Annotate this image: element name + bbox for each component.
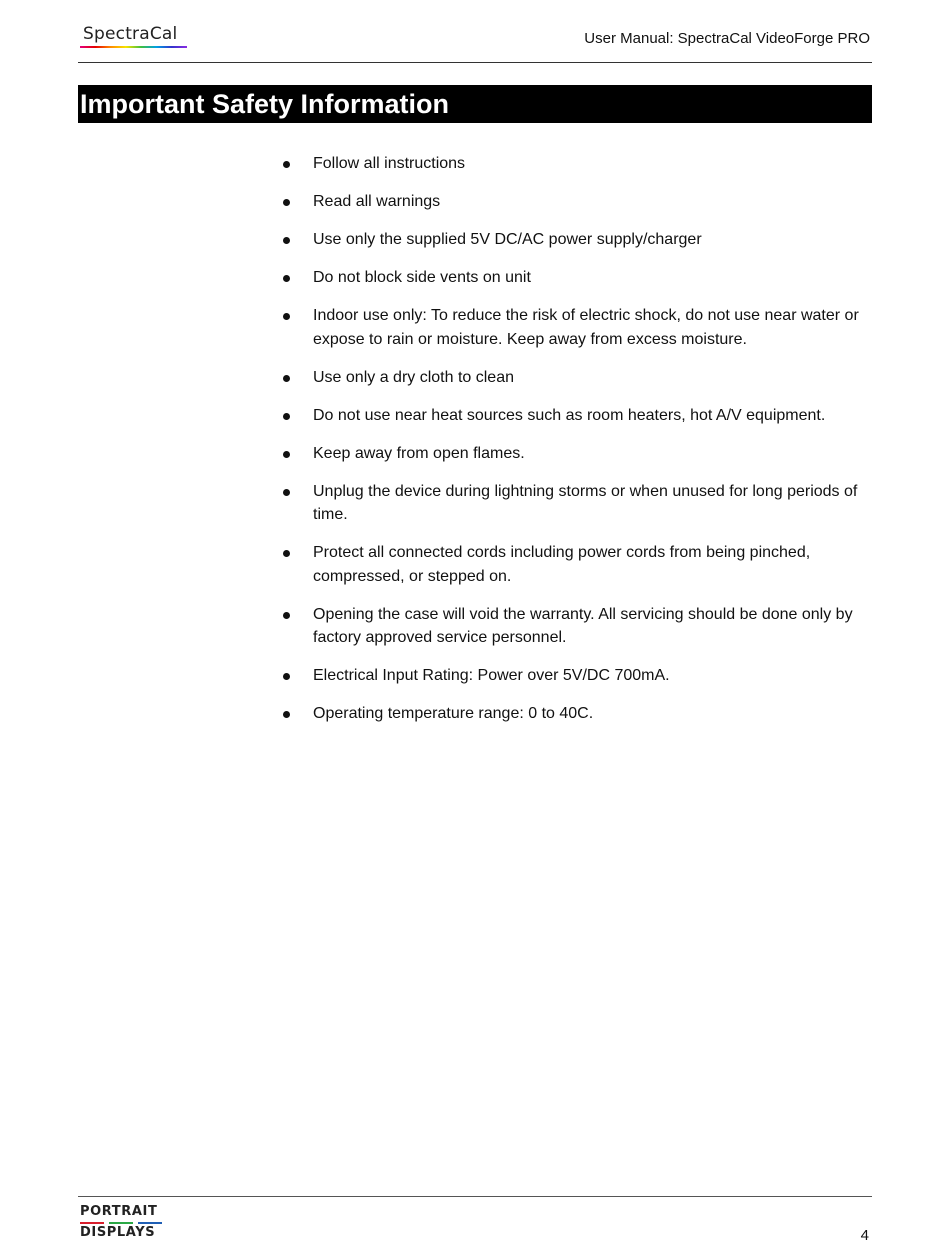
list-item-text: Operating temperature range: 0 to 40C.	[313, 705, 594, 722]
spectracal-logo	[80, 24, 190, 50]
list-item	[283, 304, 875, 351]
footer-divider	[78, 1196, 872, 1197]
section-heading: Important Safety Information	[80, 89, 450, 119]
bullet-icon	[283, 451, 290, 458]
section-banner	[78, 85, 872, 123]
list-item	[283, 152, 875, 176]
list-item-text: Use only the supplied 5V DC/AC power supply/charger	[313, 231, 702, 248]
list-item-text: Follow all instructions	[313, 155, 466, 172]
list-item-text: Read all warnings	[313, 193, 441, 210]
list-item	[283, 228, 875, 252]
page-number: 4	[860, 1227, 869, 1244]
list-item-text: Indoor use only: To reduce the risk of electric shock, do not use near water or expose to rain or moisture. Keep away from excess moisture.	[313, 307, 859, 348]
bullet-icon	[283, 237, 290, 244]
bullet-icon	[283, 612, 290, 619]
logo-stripe-blue	[138, 1222, 162, 1224]
list-item	[283, 266, 875, 290]
safety-instructions-list	[283, 152, 875, 740]
list-item	[283, 541, 875, 588]
bullet-icon	[283, 489, 290, 496]
list-item-text: Electrical Input Rating: Power over 5V/DC 700mA.	[313, 667, 670, 684]
bullet-icon	[283, 413, 290, 420]
bullet-icon	[283, 161, 290, 168]
running-header-title: User Manual: SpectraCal VideoForge PRO	[584, 30, 870, 47]
list-item-text: Keep away from open flames.	[313, 444, 525, 462]
bullet-icon	[283, 275, 290, 282]
list-item	[283, 702, 875, 726]
portrait-displays-logo	[80, 1205, 170, 1243]
portrait-displays-logo-line1: PORTRAIT	[80, 1204, 158, 1219]
list-item-text: Use only a dry cloth to clean	[313, 368, 514, 386]
spectracal-logo-text: SpectraCal	[83, 24, 178, 44]
list-item	[283, 664, 875, 688]
logo-stripe-green	[109, 1222, 133, 1224]
bullet-icon	[283, 375, 290, 382]
header-divider	[78, 62, 872, 63]
portrait-displays-logo-stripes	[80, 1222, 170, 1224]
logo-stripe-red	[80, 1222, 104, 1224]
list-item-text: Opening the case will void the warranty. All servicing should be done only by factory approved service personnel.	[313, 605, 853, 646]
bullet-icon	[283, 550, 290, 557]
bullet-icon	[283, 313, 290, 320]
list-item	[283, 442, 875, 466]
list-item	[283, 480, 875, 527]
list-item	[283, 603, 875, 650]
spectracal-logo-rainbow-bar	[80, 46, 187, 48]
list-item	[283, 190, 875, 214]
portrait-displays-logo-line2: DISPLAYS	[80, 1225, 156, 1240]
bullet-icon	[283, 711, 290, 718]
list-item	[283, 366, 875, 390]
bullet-icon	[283, 673, 290, 680]
list-item	[283, 404, 875, 428]
list-item-text: Protect all connected cords including power cords from being pinched, compressed, or stepped on.	[313, 544, 811, 585]
list-item-text: Unplug the device during lightning storms or when unused for long periods of time.	[313, 482, 858, 523]
list-item-text: Do not block side vents on unit	[313, 269, 531, 286]
list-item-text: Do not use near heat sources such as room heaters, hot A/V equipment.	[313, 406, 826, 424]
bullet-icon	[283, 199, 290, 206]
